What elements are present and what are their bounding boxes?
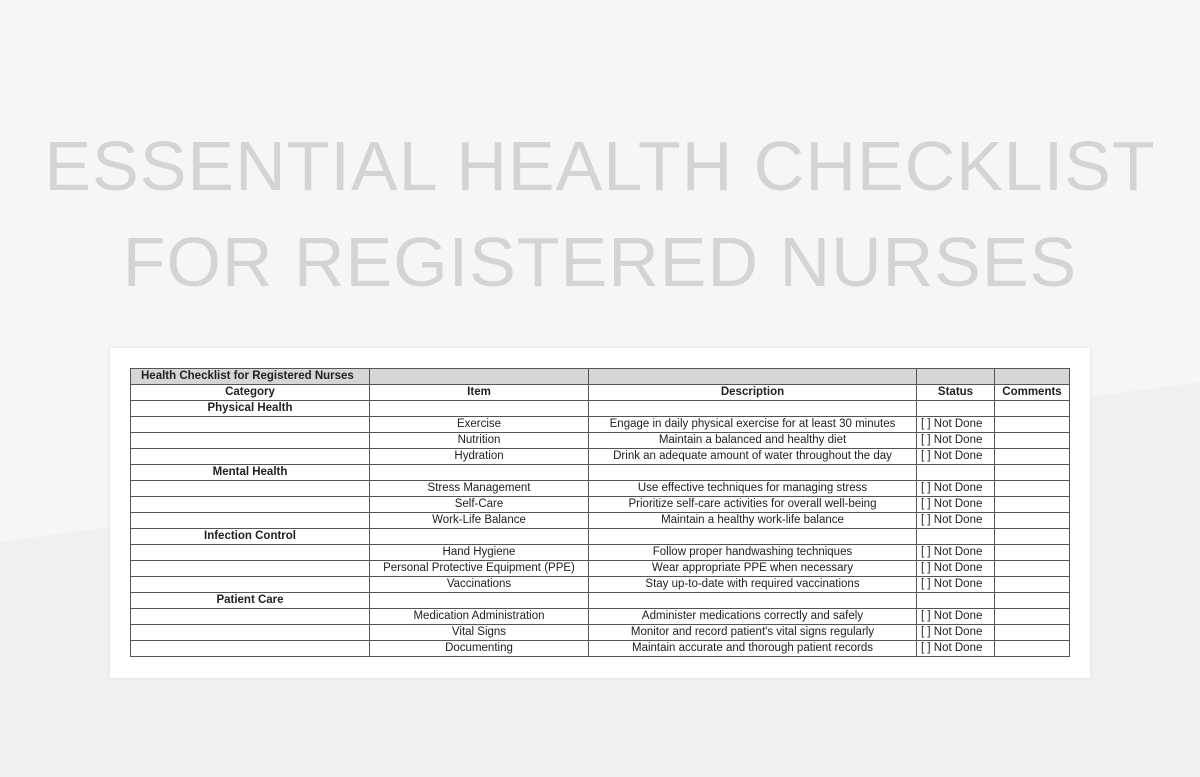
category-cell-empty[interactable] <box>131 545 370 561</box>
empty-cell[interactable] <box>995 593 1070 609</box>
comments-cell[interactable] <box>995 545 1070 561</box>
description-cell[interactable]: Drink an adequate amount of water throughout the day <box>589 449 917 465</box>
empty-cell[interactable] <box>917 593 995 609</box>
header-row <box>131 385 1070 401</box>
empty-cell[interactable] <box>589 593 917 609</box>
status-cell[interactable]: [ ] Not Done <box>917 609 995 625</box>
description-cell[interactable]: Engage in daily physical exercise for at least 30 minutes <box>589 417 917 433</box>
header-item[interactable]: Item <box>370 385 589 401</box>
status-cell[interactable]: [ ] Not Done <box>917 449 995 465</box>
category-cell-empty[interactable] <box>131 641 370 657</box>
status-cell[interactable]: [ ] Not Done <box>917 481 995 497</box>
comments-cell[interactable] <box>995 497 1070 513</box>
category-cell-empty[interactable] <box>131 513 370 529</box>
title-line-2: FOR REGISTERED NURSES <box>122 223 1078 301</box>
empty-cell[interactable] <box>917 465 995 481</box>
category-cell[interactable]: Mental Health <box>131 465 370 481</box>
category-row <box>131 529 1070 545</box>
empty-cell[interactable] <box>995 465 1070 481</box>
category-cell-empty[interactable] <box>131 561 370 577</box>
item-cell[interactable]: Stress Management <box>370 481 589 497</box>
category-cell-empty[interactable] <box>131 449 370 465</box>
comments-cell[interactable] <box>995 417 1070 433</box>
sheet-title-row <box>131 369 1070 385</box>
description-cell[interactable]: Use effective techniques for managing stress <box>589 481 917 497</box>
category-cell-empty[interactable] <box>131 497 370 513</box>
category-cell-empty[interactable] <box>131 625 370 641</box>
status-cell[interactable]: [ ] Not Done <box>917 417 995 433</box>
comments-cell[interactable] <box>995 561 1070 577</box>
empty-cell[interactable] <box>370 593 589 609</box>
header-status[interactable]: Status <box>917 385 995 401</box>
sheet-title[interactable]: Health Checklist for Registered Nurses <box>131 369 370 385</box>
table-row <box>131 497 1070 513</box>
description-cell[interactable]: Maintain a healthy work-life balance <box>589 513 917 529</box>
empty-cell[interactable] <box>589 369 917 385</box>
status-cell[interactable]: [ ] Not Done <box>917 497 995 513</box>
item-cell[interactable]: Documenting <box>370 641 589 657</box>
empty-cell[interactable] <box>589 529 917 545</box>
category-cell[interactable]: Patient Care <box>131 593 370 609</box>
item-cell[interactable]: Personal Protective Equipment (PPE) <box>370 561 589 577</box>
empty-cell[interactable] <box>917 529 995 545</box>
empty-cell[interactable] <box>589 401 917 417</box>
description-cell[interactable]: Stay up-to-date with required vaccinations <box>589 577 917 593</box>
table-row <box>131 481 1070 497</box>
category-row <box>131 401 1070 417</box>
description-cell[interactable]: Follow proper handwashing techniques <box>589 545 917 561</box>
comments-cell[interactable] <box>995 577 1070 593</box>
checklist-table <box>130 368 1070 657</box>
empty-cell[interactable] <box>917 369 995 385</box>
item-cell[interactable]: Self-Care <box>370 497 589 513</box>
item-cell[interactable]: Work-Life Balance <box>370 513 589 529</box>
description-cell[interactable]: Maintain accurate and thorough patient records <box>589 641 917 657</box>
empty-cell[interactable] <box>995 529 1070 545</box>
item-cell[interactable]: Hydration <box>370 449 589 465</box>
description-cell[interactable]: Administer medications correctly and safely <box>589 609 917 625</box>
table-row <box>131 417 1070 433</box>
page-title <box>0 118 1200 310</box>
comments-cell[interactable] <box>995 609 1070 625</box>
category-cell-empty[interactable] <box>131 417 370 433</box>
status-cell[interactable]: [ ] Not Done <box>917 641 995 657</box>
table-row <box>131 433 1070 449</box>
empty-cell[interactable] <box>370 401 589 417</box>
status-cell[interactable]: [ ] Not Done <box>917 545 995 561</box>
empty-cell[interactable] <box>995 401 1070 417</box>
description-cell[interactable]: Wear appropriate PPE when necessary <box>589 561 917 577</box>
empty-cell[interactable] <box>370 529 589 545</box>
status-cell[interactable]: [ ] Not Done <box>917 561 995 577</box>
empty-cell[interactable] <box>917 401 995 417</box>
header-category[interactable]: Category <box>131 385 370 401</box>
empty-cell[interactable] <box>995 369 1070 385</box>
comments-cell[interactable] <box>995 449 1070 465</box>
status-cell[interactable]: [ ] Not Done <box>917 577 995 593</box>
spreadsheet-card <box>110 348 1090 678</box>
category-cell[interactable]: Physical Health <box>131 401 370 417</box>
header-comments[interactable]: Comments <box>995 385 1070 401</box>
comments-cell[interactable] <box>995 513 1070 529</box>
item-cell[interactable]: Nutrition <box>370 433 589 449</box>
category-cell-empty[interactable] <box>131 577 370 593</box>
status-cell[interactable]: [ ] Not Done <box>917 513 995 529</box>
table-row <box>131 641 1070 657</box>
comments-cell[interactable] <box>995 641 1070 657</box>
item-cell[interactable]: Medication Administration <box>370 609 589 625</box>
category-cell[interactable]: Infection Control <box>131 529 370 545</box>
category-cell-empty[interactable] <box>131 609 370 625</box>
table-row <box>131 577 1070 593</box>
title-line-1: ESSENTIAL HEALTH CHECKLIST <box>44 127 1156 205</box>
category-cell-empty[interactable] <box>131 433 370 449</box>
table-row <box>131 513 1070 529</box>
category-row <box>131 465 1070 481</box>
empty-cell[interactable] <box>370 369 589 385</box>
description-cell[interactable]: Prioritize self-care activities for overall well-being <box>589 497 917 513</box>
item-cell[interactable]: Hand Hygiene <box>370 545 589 561</box>
item-cell[interactable]: Vaccinations <box>370 577 589 593</box>
item-cell[interactable]: Vital Signs <box>370 625 589 641</box>
header-description[interactable]: Description <box>589 385 917 401</box>
item-cell[interactable]: Exercise <box>370 417 589 433</box>
comments-cell[interactable] <box>995 625 1070 641</box>
status-cell[interactable]: [ ] Not Done <box>917 433 995 449</box>
description-cell[interactable]: Monitor and record patient's vital signs regularly <box>589 625 917 641</box>
table-row <box>131 609 1070 625</box>
empty-cell[interactable] <box>589 465 917 481</box>
table-row <box>131 449 1070 465</box>
empty-cell[interactable] <box>370 465 589 481</box>
description-cell[interactable]: Maintain a balanced and healthy diet <box>589 433 917 449</box>
comments-cell[interactable] <box>995 481 1070 497</box>
category-row <box>131 593 1070 609</box>
table-row <box>131 545 1070 561</box>
table-row <box>131 561 1070 577</box>
category-cell-empty[interactable] <box>131 481 370 497</box>
status-cell[interactable]: [ ] Not Done <box>917 625 995 641</box>
comments-cell[interactable] <box>995 433 1070 449</box>
table-row <box>131 625 1070 641</box>
